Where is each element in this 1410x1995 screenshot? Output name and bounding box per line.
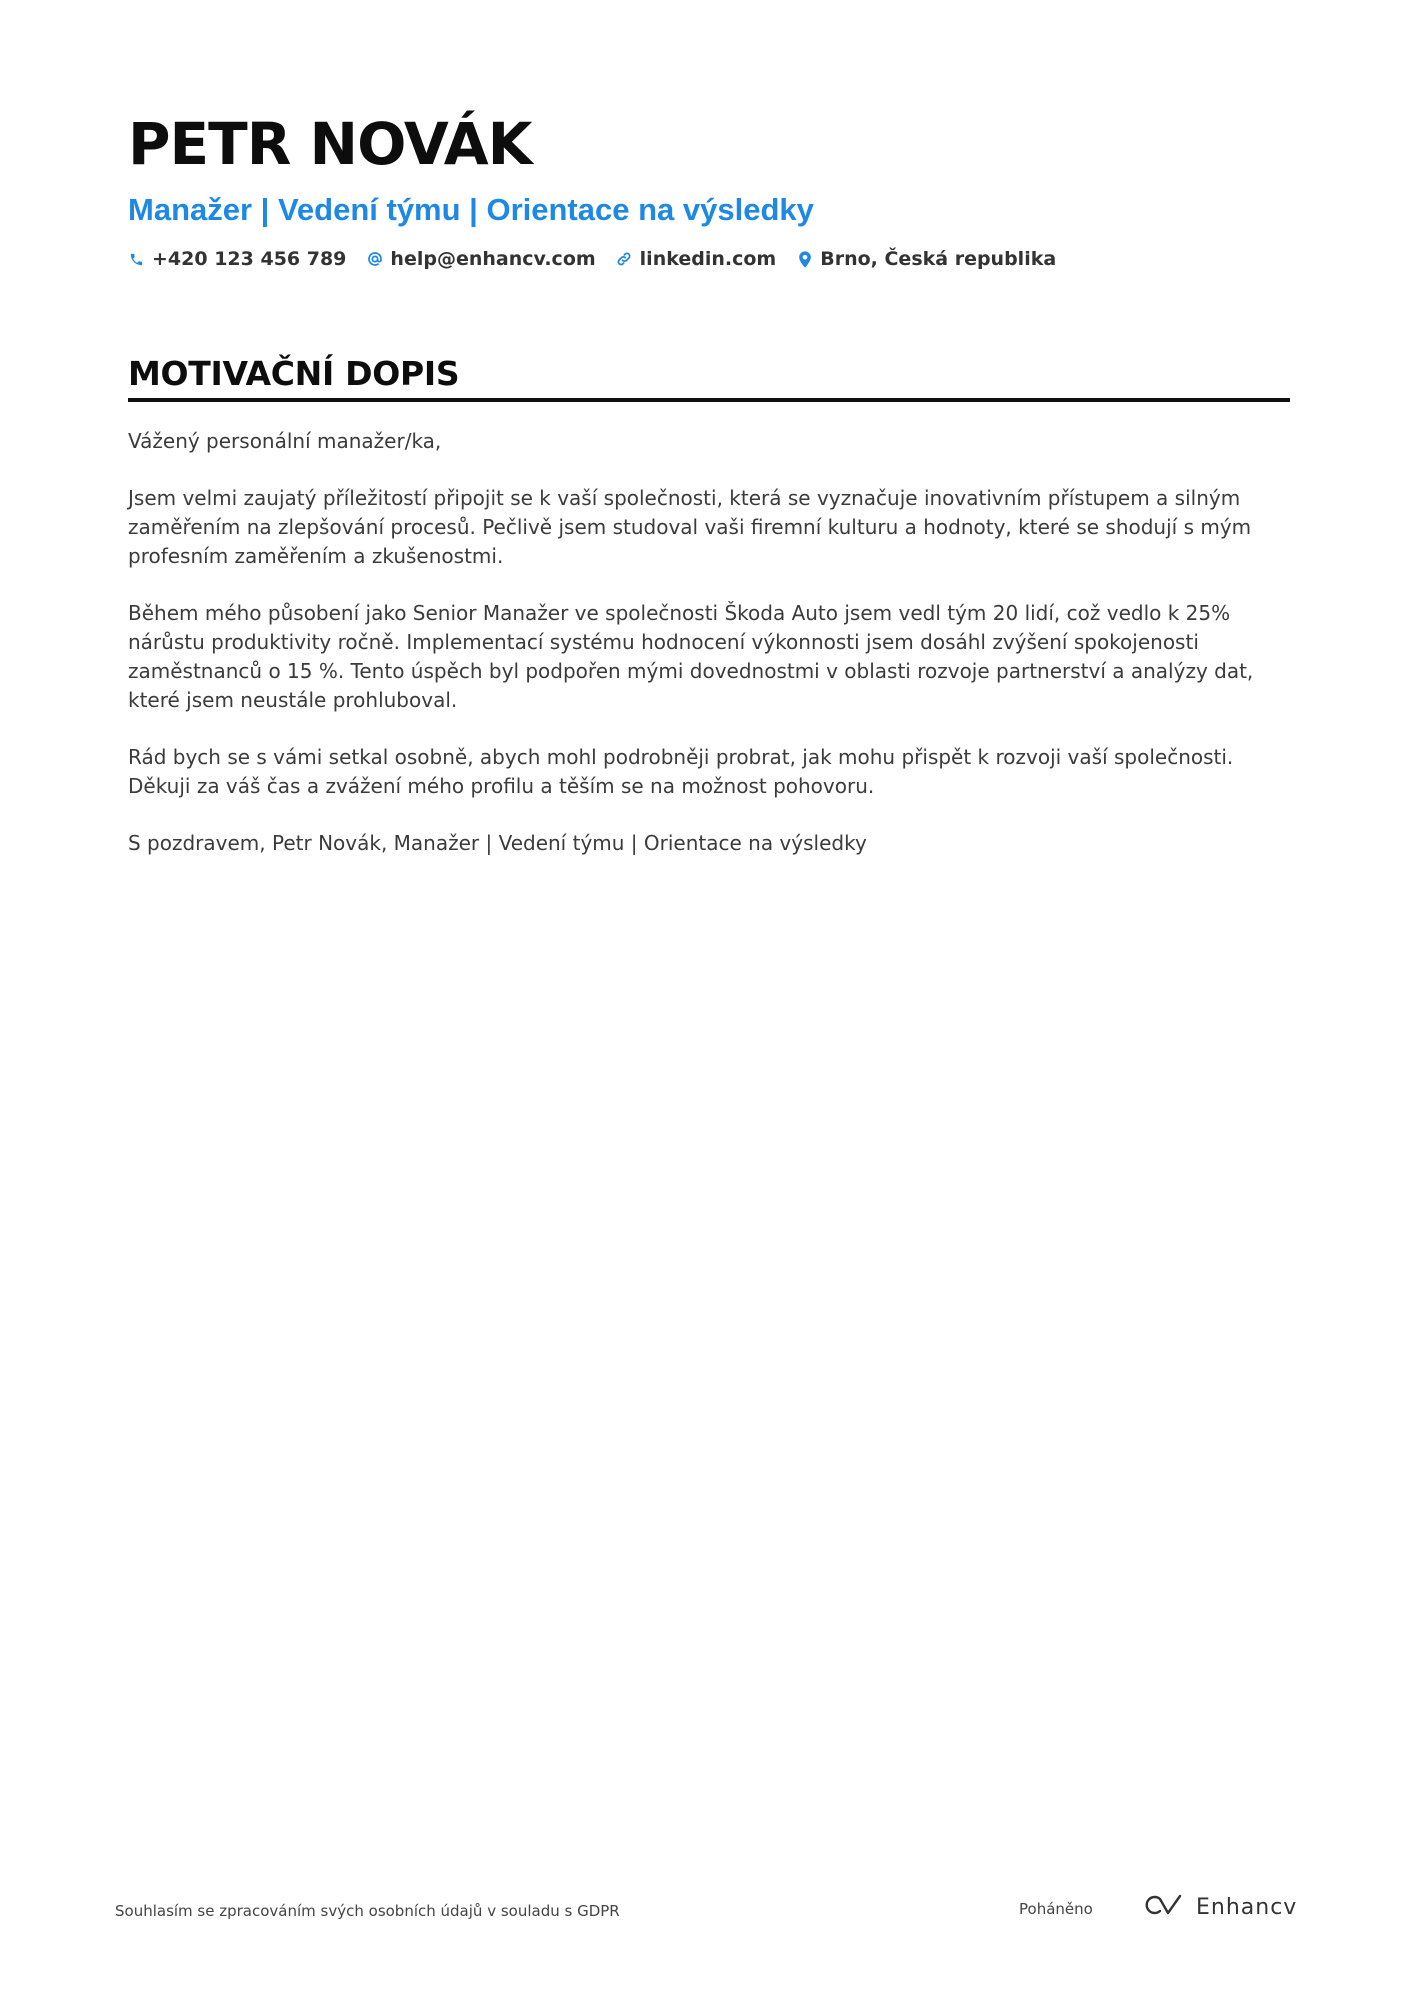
contact-phone (128, 248, 346, 270)
letter-closing: S pozdravem, Petr Novák, Manažer | Vedení týmu | Orientace na výsledky (128, 831, 867, 855)
letter-paragraph: Jsem velmi zaujatý příležitostí připojit se k vaší společnosti, která se vyznačuje inovativním přístupem a silným zaměřením na zlepšování procesů. Pečlivě jsem studoval vaši firemní kulturu a hodnoty, které se shodují s mým profesním zaměřením a zkušenostmi. (128, 486, 1252, 568)
contact-email-text[interactable]: help@enhancv.com (390, 248, 596, 270)
page-footer (115, 1890, 1298, 1930)
candidate-name: PETR NOVÁK (128, 110, 532, 178)
phone-icon (128, 251, 145, 268)
location-pin-icon (796, 251, 813, 268)
contact-email[interactable] (366, 248, 595, 270)
letter-body (128, 427, 1290, 858)
enhancv-logo-icon (1140, 1892, 1186, 1923)
section-title: MOTIVAČNÍ DOPIS (128, 354, 460, 393)
letter-salutation: Vážený personální manažer/ka, (128, 429, 442, 453)
contact-location (796, 248, 1056, 270)
contact-location-text: Brno, Česká republika (820, 248, 1057, 270)
enhancv-brand-text: Enhancv (1196, 1895, 1298, 1920)
gdpr-consent-text: Souhlasím se zpracováním svých osobních údajů v souladu s GDPR (115, 1902, 620, 1920)
at-icon (366, 251, 383, 268)
contact-phone-text: +420 123 456 789 (152, 248, 347, 270)
enhancv-brand[interactable] (1140, 1892, 1297, 1923)
cover-letter-page (128, 110, 1290, 886)
powered-by-label: Poháněno (1019, 1900, 1093, 1918)
letter-paragraph: Rád bych se s vámi setkal osobně, abych mohl podrobněji probrat, jak mohu přispět k rozvoji vaší společnosti. Děkuji za váš čas a zvážení mého profilu a těším se na možnost pohovoru. (128, 745, 1234, 798)
contact-bar (128, 248, 1290, 270)
candidate-headline: Manažer | Vedení týmu | Orientace na výsledky (128, 192, 814, 227)
letter-paragraph: Během mého působení jako Senior Manažer ve společnosti Škoda Auto jsem vedl tým 20 lidí, což vedlo k 25% nárůstu produktivity ročně. Implementací systému hodnocení výkonnosti jsem dosáhl zvýšení spokojenosti zaměstnanců o 15 %. Tento úspěch byl podpořen mými dovednostmi v oblasti rozvoje partnerství a analýzy dat, které jsem neustále prohluboval. (128, 601, 1254, 712)
contact-linkedin[interactable] (616, 248, 777, 270)
link-icon (616, 251, 633, 268)
section-divider (128, 398, 1290, 402)
contact-linkedin-text[interactable]: linkedin.com (639, 248, 777, 270)
